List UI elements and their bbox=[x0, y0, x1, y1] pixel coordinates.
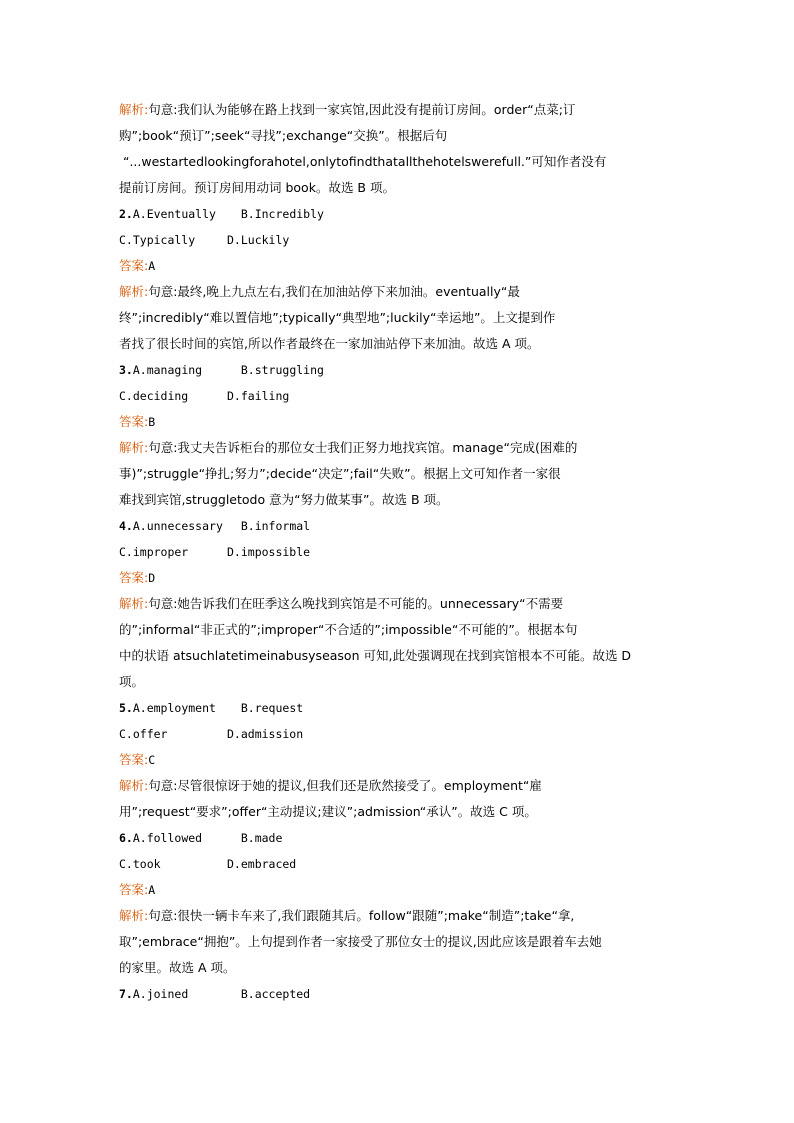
q6-analysis-line: 解析:句意:很快一辆卡车来了,我们跟随其后。follow“跟随”;make“制造”;take“拿, bbox=[119, 908, 575, 923]
q2-analysis-line: 解析:句意:最终,晚上九点左右,我们在加油站停下来加油。eventually“最 bbox=[119, 284, 520, 299]
analysis-label: 解析: bbox=[119, 778, 149, 793]
q5-options-row2: C.offer D.admission bbox=[119, 727, 304, 741]
q4-options-row2: C.improper D.impossible bbox=[119, 545, 311, 559]
analysis-label: 解析: bbox=[119, 908, 149, 923]
q5-analysis-line: 解析:句意:尽管很惊讶于她的提议,但我们还是欣然接受了。employment“雇 bbox=[119, 778, 542, 793]
q2-answer: 答案:A bbox=[119, 258, 156, 273]
q4-analysis-line: 项。 bbox=[119, 674, 145, 689]
answer-label: 答案: bbox=[119, 882, 149, 897]
q5-answer: 答案:C bbox=[119, 752, 156, 767]
q6-answer: 答案:A bbox=[119, 882, 156, 897]
analysis-label: 解析: bbox=[119, 284, 149, 299]
q1-analysis-line: “...westartedlookingforahotel,onlytofindthatallthehotelswerefull.”可知作者没有 bbox=[119, 154, 607, 169]
q4-analysis-line: 的”;informal“非正式的”;improper“不合适的”;impossible“不可能的”。根据本句 bbox=[119, 622, 578, 637]
q5-options-row1: 5.A.employment B.request bbox=[119, 701, 304, 715]
q3-analysis-line: 解析:句意:我丈夫告诉柜台的那位女士我们正努力地找宾馆。manage“完成(困难的 bbox=[119, 440, 578, 455]
q2-options-row1: 2.A.Eventually B.Incredibly bbox=[119, 207, 324, 221]
q1-analysis-line: 解析:句意:我们认为能够在路上找到一家宾馆,因此没有提前订房间。order“点菜;订 bbox=[119, 102, 576, 117]
answer-label: 答案: bbox=[119, 414, 149, 429]
q3-options-row1: 3.A.managing B.struggling bbox=[119, 363, 324, 377]
answer-label: 答案: bbox=[119, 258, 149, 273]
q5-analysis-line: 用”;request“要求”;offer“主动提议;建议”;admission“承认”。故选 C 项。 bbox=[119, 804, 537, 819]
q3-analysis-line: 难找到宾馆,struggletodo 意为“努力做某事”。故选 B 项。 bbox=[119, 492, 449, 507]
q6-options-row2: C.took D.embraced bbox=[119, 857, 297, 871]
q3-options-row2: C.deciding D.failing bbox=[119, 389, 290, 403]
answer-label: 答案: bbox=[119, 570, 149, 585]
document-page bbox=[119, 97, 679, 1007]
q6-options-row1: 6.A.followed B.made bbox=[119, 831, 283, 845]
q6-analysis-line: 的家里。故选 A 项。 bbox=[119, 960, 236, 975]
q4-analysis-line: 中的状语 atsuchlatetimeinabusyseason 可知,此处强调现在找到宾馆根本不可能。故选 D bbox=[119, 648, 632, 663]
q4-options-row1: 4.A.unnecessary B.informal bbox=[119, 519, 311, 533]
q4-analysis-line: 解析:句意:她告诉我们在旺季这么晚找到宾馆是不可能的。unnecessary“不需要 bbox=[119, 596, 564, 611]
q6-analysis-line: 取”;embrace“拥抱”。上句提到作者一家接受了那位女士的提议,因此应该是跟着车去她 bbox=[119, 934, 602, 949]
q3-analysis-line: 事)”;struggle“挣扎;努力”;decide“决定”;fail“失败”。根据上文可知作者一家很 bbox=[119, 466, 561, 481]
q2-analysis-line: 终”;incredibly“难以置信地”;typically“典型地”;luckily“幸运地”。上文提到作 bbox=[119, 310, 556, 325]
q2-options-row2: C.Typically D.Luckily bbox=[119, 233, 290, 247]
q1-analysis-line: 提前订房间。预订房间用动词 book。故选 B 项。 bbox=[119, 180, 395, 195]
analysis-label: 解析: bbox=[119, 102, 149, 117]
q1-analysis-line: 购”;book“预订”;seek“寻找”;exchange“交换”。根据后句 bbox=[119, 128, 448, 143]
answer-label: 答案: bbox=[119, 752, 149, 767]
analysis-label: 解析: bbox=[119, 596, 149, 611]
analysis-label: 解析: bbox=[119, 440, 149, 455]
q2-analysis-line: 者找了很长时间的宾馆,所以作者最终在一家加油站停下来加油。故选 A 项。 bbox=[119, 336, 540, 351]
q7-options-row1: 7.A.joined B.accepted bbox=[119, 987, 311, 1001]
q3-answer: 答案:B bbox=[119, 414, 156, 429]
q4-answer: 答案:D bbox=[119, 570, 156, 585]
